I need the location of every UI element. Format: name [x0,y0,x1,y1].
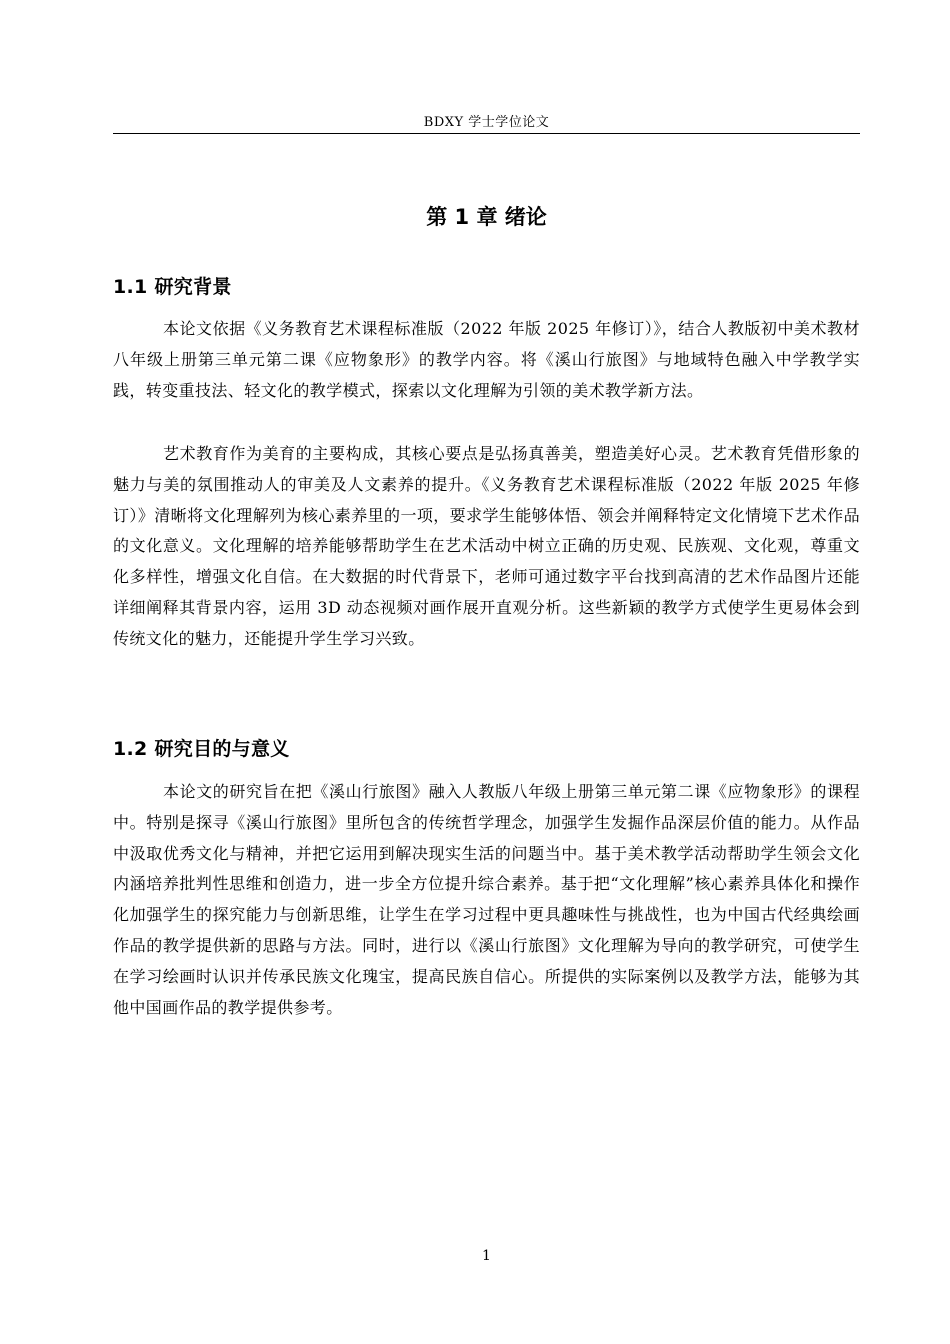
section-title-background: 1.1 研究背景 [113,276,232,298]
header-rule [113,133,860,134]
body-paragraph: 本论文的研究旨在把《溪山行旅图》融入人教版八年级上册第三单元第二课《应物象形》的课程中。特别是探寻《溪山行旅图》里所包含的传统哲学理念，加强学生发掘作品深层价值的能力。从作品中汲取优秀文化与精神，并把它运用到解决现实生活的问题当中。基于美术教学活动帮助学生领会文化内涵培养批判性思维和创造力，进一步全方位提升综合素养。基于把“文化理解”核心素养具体化和操作化加强学生的探究能力与创新思维，让学生在学习过程中更具趣味性与挑战性，也为中国古代经典绘画作品的教学提供新的思路与方法。同时，进行以《溪山行旅图》文化理解为导向的教学研究，可使学生在学习绘画时认识并传承民族文化瑰宝，提高民族自信心。所提供的实际案例以及教学方法，能够为其他中国画作品的教学提供参考。 [113,782,860,1017]
chapter-title: 第 1 章 绪论 [426,205,547,229]
running-header: BDXY 学士学位论文 [423,115,550,130]
section-title-purpose: 1.2 研究目的与意义 [113,738,290,760]
body-paragraph: 本论文依据《义务教育艺术课程标准版（2022 年版 2025 年修订）》，结合人教版初中美术教材八年级上册第三单元第二课《应物象形》的教学内容。将《溪山行旅图》与地域特色融入中学教学实践，转变重技法、轻文化的教学模式，探索以文化理解为引领的美术教学新方法。 [113,319,860,400]
page-number: 1 [482,1248,491,1264]
body-paragraph: 艺术教育作为美育的主要构成，其核心要点是弘扬真善美，塑造美好心灵。艺术教育凭借形象的魅力与美的氛围推动人的审美及人文素养的提升。《义务教育艺术课程标准版（2022 年版 2025 年修订）》清晰将文化理解列为核心素养里的一项，要求学生能够体悟、领会并阐释特定文化情境下艺术作品的文化意义。文化理解的培养能够帮助学生在艺术活动中树立正确的历史观、民族观、文化观，尊重文化多样性，增强文化自信。在大数据的时代背景下，老师可通过数字平台找到高清的艺术作品图片还能详细阐释其背景内容，运用 3D 动态视频对画作展开直观分析。这些新颖的教学方式使学生更易体会到传统文化的魅力，还能提升学生学习兴致。 [113,444,860,648]
